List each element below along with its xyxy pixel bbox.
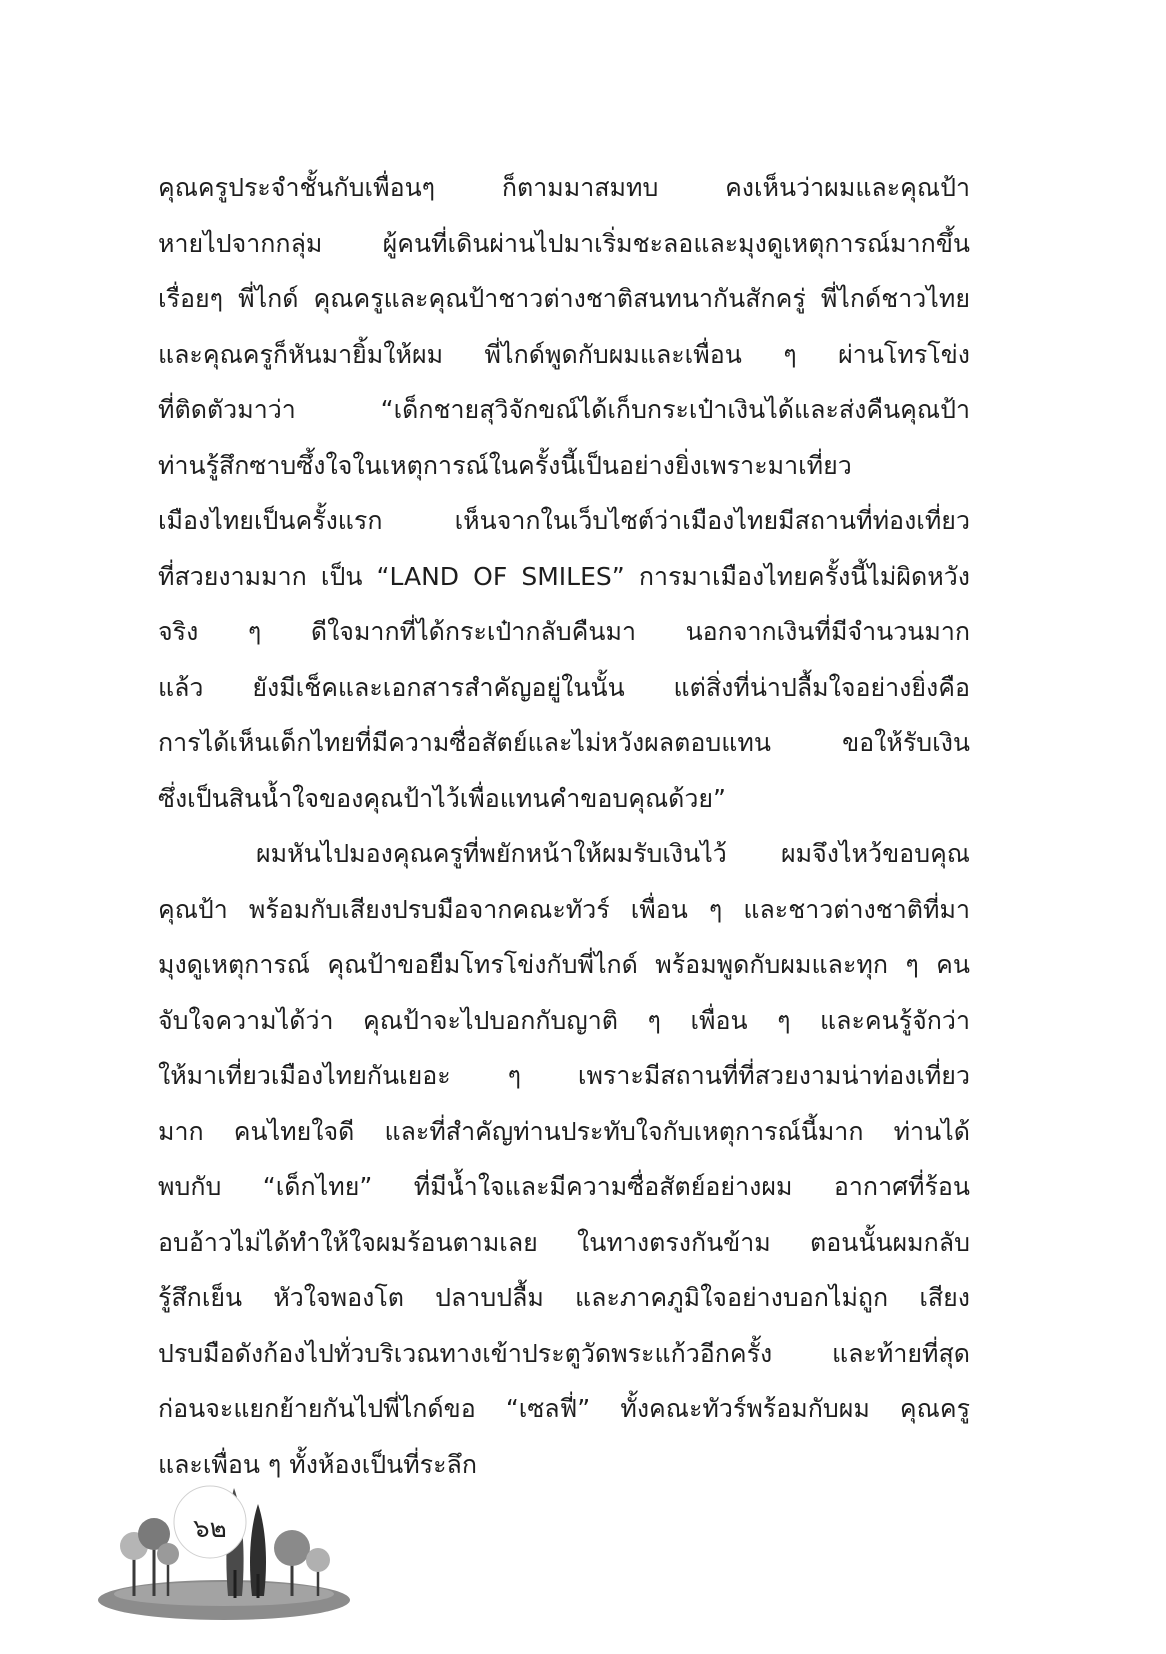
tree-canopy [274, 1530, 310, 1566]
text-line: จับใจความได้ว่า คุณป้าจะไปบอกกับญาติ ๆ เพื่อน ๆ และคนรู้จักว่า [158, 1005, 970, 1035]
text-line: มุงดูเหตุการณ์ คุณป้าขอยืมโทรโข่งกับพี่ไกด์ พร้อมพูดกับผมและทุก ๆ คน [158, 950, 970, 979]
text-line: อบอ้าวไม่ได้ทำให้ใจผมร้อนตามเลย ในทางตรงกันข้าม ตอนนั้นผมกลับ [158, 1227, 970, 1257]
text-line: หายไปจากกลุ่ม ผู้คนที่เดินผ่านไปมาเริ่มชะลอและมุงดูเหตุการณ์มากขึ้น [158, 228, 970, 258]
text-line: คุณป้า พร้อมกับเสียงปรบมือจากคณะทัวร์ เพื่อน ๆ และชาวต่างชาติที่มา [158, 894, 970, 924]
text-line: เรื่อยๆ พี่ไกด์ คุณครูและคุณป้าชาวต่างชาติสนทนากันสักครู่ พี่ไกด์ชาวไทย [158, 284, 970, 313]
tree-canopy [157, 1543, 179, 1565]
text-line: คุณครูประจำชั้นกับเพื่อนๆ ก็ตามมาสมทบ คงเห็นว่าผมและคุณป้า [158, 173, 970, 202]
text-line: ผมหันไปมองคุณครูที่พยักหน้าให้ผมรับเงินไว้ ผมจึงไหว้ขอบคุณ [256, 839, 970, 868]
text-line: จริง ๆ ดีใจมากที่ได้กระเป๋ากลับคืนมา นอกจากเงินที่มีจำนวนมาก [158, 617, 970, 646]
paragraph-1 [158, 160, 970, 826]
text-line: เมืองไทยเป็นครั้งแรก เห็นจากในเว็บไซต์ว่าเมืองไทยมีสถานที่ท่องเที่ยว [158, 506, 970, 535]
body-text [158, 160, 970, 1492]
text-line: ซึ่งเป็นสินน้ำใจของคุณป้าไว้เพื่อแทนคำขอบคุณด้วย” [158, 783, 727, 813]
paragraph-2 [158, 826, 970, 1492]
text-line: ที่สวยงามมาก เป็น “LAND OF SMILES” การมาเมืองไทยครั้งนี้ไม่ผิดหวัง [158, 561, 970, 591]
text-line: ปรบมือดังก้องไปทั่วบริเวณทางเข้าประตูวัดพระแก้วอีกครั้ง และท้ายที่สุด [158, 1338, 970, 1368]
text-line: รู้สึกเย็น หัวใจพองโต ปลาบปลื้ม และภาคภูมิใจอย่างบอกไม่ถูก เสียง [158, 1283, 970, 1312]
tree-canopy [306, 1548, 330, 1572]
ground-highlight [114, 1582, 334, 1606]
text-line: ท่านรู้สึกซาบซึ้งใจในเหตุการณ์ในครั้งนี้เป็นอย่างยิ่งเพราะมาเที่ยว [158, 450, 852, 480]
text-line: พบกับ “เด็กไทย” ที่มีน้ำใจและมีความซื่อสัตย์อย่างผม อากาศที่ร้อน [158, 1172, 970, 1201]
text-line: การได้เห็นเด็กไทยที่มีความซื่อสัตย์และไม่หวังผลตอบแทน ขอให้รับเงิน [158, 728, 970, 757]
text-line: และคุณครูก็หันมายิ้มให้ผม พี่ไกด์พูดกับผมและเพื่อน ๆ ผ่านโทรโข่ง [158, 339, 970, 369]
text-line: ให้มาเที่ยวเมืองไทยกันเยอะ ๆ เพราะมีสถานที่ที่สวยงามน่าท่องเที่ยว [158, 1061, 970, 1090]
text-line: ก่อนจะแยกย้ายกันไปพี่ไกด์ขอ “เซลฟี่” ทั้งคณะทัวร์พร้อมกับผม คุณครู [158, 1394, 970, 1423]
text-line: มาก คนไทยใจดี และที่สำคัญท่านประทับใจกับเหตุการณ์นี้มาก ท่านได้ [158, 1116, 970, 1146]
text-line: และเพื่อน ๆ ทั้งห้องเป็นที่ระลึก [158, 1449, 477, 1479]
text-line: ที่ติดตัวมาว่า “เด็กชายสุวิจักขณ์ได้เก็บกระเป๋าเงินได้และส่งคืนคุณป้า [158, 395, 970, 424]
text-line: แล้ว ยังมีเช็คและเอกสารสำคัญอยู่ในนั้น แต่สิ่งที่น่าปลื้มใจอย่างยิ่งคือ [158, 672, 970, 702]
page-number: ๖๒ [193, 1514, 227, 1544]
